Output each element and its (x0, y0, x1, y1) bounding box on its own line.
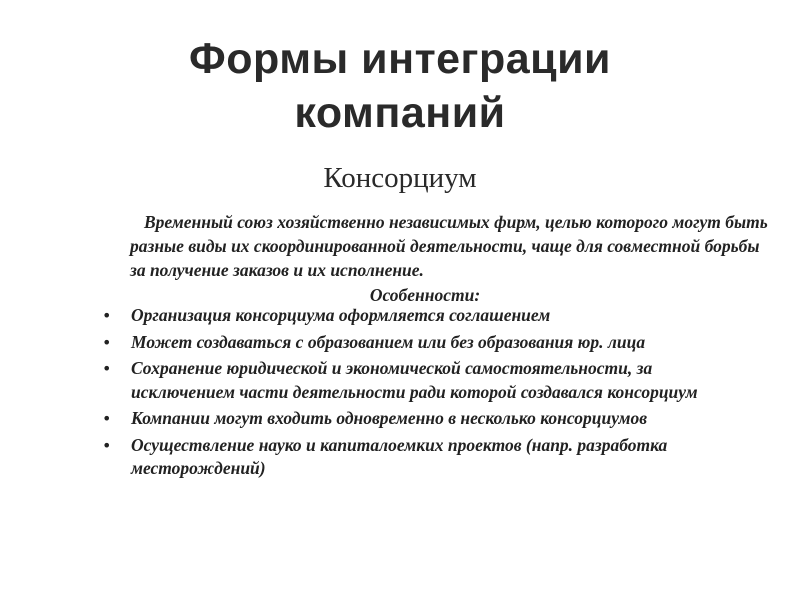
intro-block (130, 210, 770, 307)
bullet-icon: • (102, 409, 112, 428)
list-item (100, 357, 760, 404)
bullet-icon: • (102, 435, 112, 455)
bullet-icon: • (102, 332, 112, 352)
list-item (100, 434, 760, 481)
features-label: Особенности: (369, 285, 481, 305)
list-item (100, 331, 760, 355)
slide-subtitle: Консорциум (323, 162, 477, 194)
slide-title-line-2: компаний (294, 89, 506, 137)
list-item (100, 407, 760, 431)
slide-title (0, 32, 800, 140)
bullet-icon: • (102, 306, 112, 325)
bullet-icon: • (102, 359, 112, 378)
features-list (100, 304, 760, 484)
list-item-text: Компании могут входить одновременно в несколько консорциумов (131, 408, 648, 428)
list-item-text: Сохранение юридической и экономической самостоятельности, за исключением части деятельности ради которой создавался консорциум (131, 358, 698, 402)
list-item-text: Организация консорциума оформляется соглашением (131, 305, 551, 325)
list-item-text: Может создаваться с образованием или без образования юр. лица (131, 331, 646, 352)
intro-paragraph: Временный союз хозяйственно независимых фирм, целью которого могут быть разные виды их скоординированной деятельности, чаще для совместной борьбы за получение заказов и их исполнение. (130, 212, 768, 280)
slide-title-line-1: Формы интеграции (189, 35, 611, 83)
list-item-text: Осуществление науко и капиталоемких проектов (напр. разработка месторождений) (131, 434, 668, 478)
list-item (100, 304, 760, 328)
